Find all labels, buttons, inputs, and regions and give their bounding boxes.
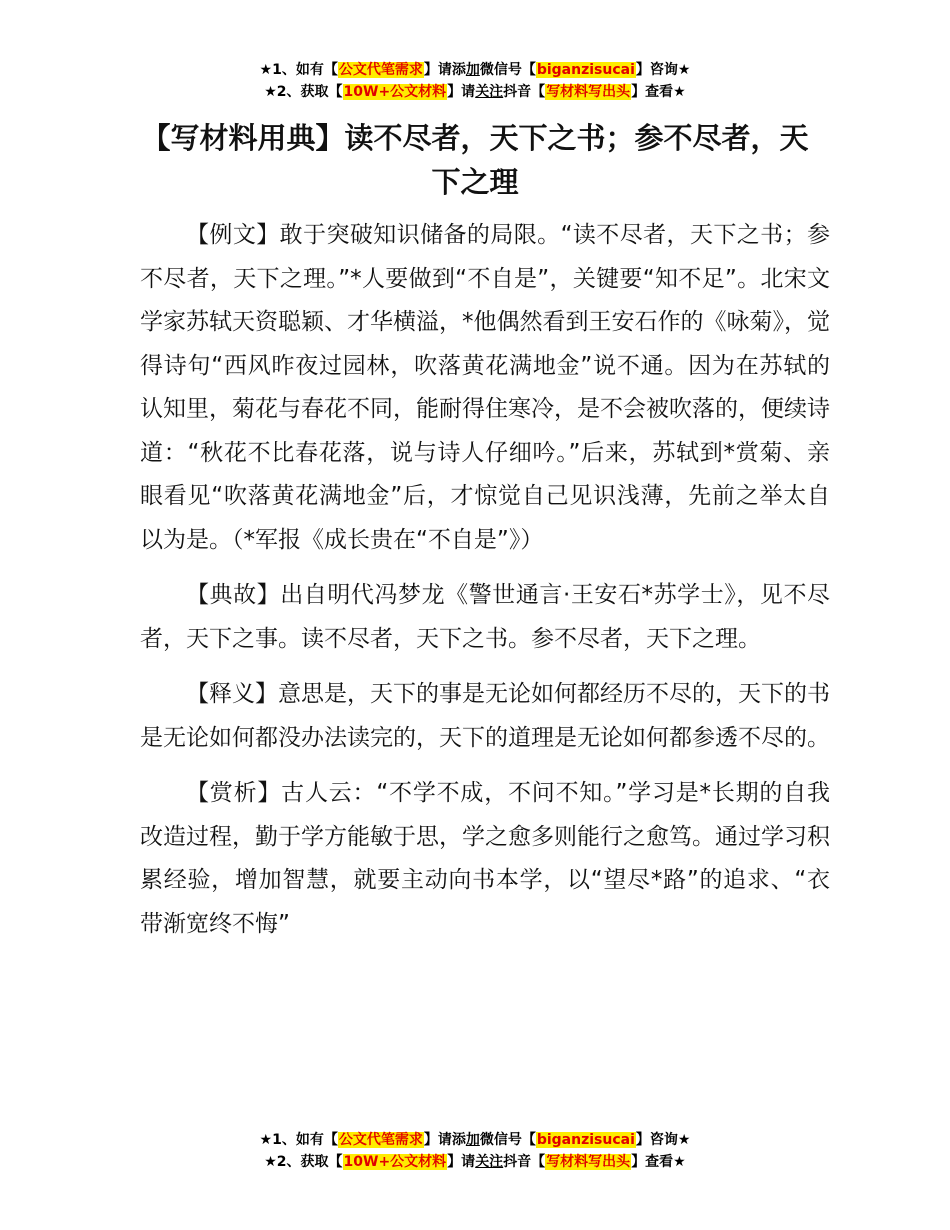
- banner-text: 微信号【: [479, 62, 536, 78]
- paragraph-meaning: 【释义】意思是，天下的事是无论如何都经历不尽的，天下的书是无论如何都没办法读完的，天下的道理是无论如何都参透不尽的。: [140, 681, 830, 751]
- banner-highlight: 写材料写出头: [546, 84, 631, 100]
- banner-text: 抖音【: [503, 84, 546, 100]
- banner-text: ★1、如有【: [259, 62, 338, 78]
- banner-text: 】请添: [423, 62, 466, 78]
- banner-text: 】咨询★: [635, 62, 691, 78]
- banner-text: 】咨询★: [635, 1132, 691, 1148]
- banner-line-1: [0, 59, 950, 81]
- banner-highlight: 公文代笔需求: [338, 1132, 423, 1148]
- banner-highlight: biganzisucai: [536, 62, 635, 78]
- banner-highlight: 写材料写出头: [546, 1154, 631, 1170]
- banner-line-1: [0, 1129, 950, 1151]
- banner-underline: 加: [465, 1132, 480, 1148]
- banner-underline: 关注: [475, 84, 504, 100]
- banner-text: 】请: [447, 1154, 476, 1170]
- banner-underline: 关注: [475, 1154, 504, 1170]
- banner-text: 】请: [447, 84, 476, 100]
- banner-highlight: 10W+公文材料: [343, 1154, 447, 1170]
- page-title: 【写材料用典】读不尽者，天下之书；参不尽者，天下之理: [141, 121, 809, 199]
- banner-text: 】查看★: [631, 84, 686, 100]
- banner-text: 微信号【: [479, 1132, 536, 1148]
- article-body: [140, 214, 830, 958]
- paragraph-origin: 【典故】出自明代冯梦龙《警世通言·王安石*苏学士》，见不尽者，天下之事。读不尽者，天下之书。参不尽者，天下之理。: [140, 582, 830, 652]
- banner-underline: 加: [465, 62, 480, 78]
- paragraph-appreciation: 【赏析】古人云：“不学不成，不问不知。”学习是*长期的自我改造过程，勤于学方能敏于思，学之愈多则能行之愈笃。通过学习积累经验，增加智慧，就要主动向书本学，以“望尽*路”的追求、“衣带渐宽终不悔”: [140, 780, 830, 937]
- banner-text: ★1、如有【: [259, 1132, 338, 1148]
- banner-line-2: [0, 1151, 950, 1173]
- banner-text: 】查看★: [631, 1154, 686, 1170]
- banner-line-2: [0, 81, 950, 103]
- footer-banner: [0, 1129, 950, 1173]
- banner-text: 】请添: [423, 1132, 466, 1148]
- header-banner: [0, 59, 950, 103]
- banner-text: ★2、获取【: [264, 84, 343, 100]
- banner-highlight: biganzisucai: [536, 1132, 635, 1148]
- banner-highlight: 10W+公文材料: [343, 84, 447, 100]
- paragraph-example: 【例文】敢于突破知识储备的局限。“读不尽者，天下之书；参不尽者，天下之理。”*人要做到“不自是”，关键要“知不足”。北宋文学家苏轼天资聪颖、才华横溢，*他偶然看到王安石作的《咏菊》，觉得诗句“西风昨夜过园林，吹落黄花满地金”说不通。因为在苏轼的认知里，菊花与春花不同，能耐得住寒冷，是不会被吹落的，便续诗道：“秋花不比春花落，说与诗人仔细吟。”后来，苏轼到*赏菊、亲眼看见“吹落黄花满地金”后，才惊觉自己见识浅薄，先前之举太自以为是。（*军报《成长贵在“不自是”》）: [140, 222, 830, 553]
- banner-text: 抖音【: [503, 1154, 546, 1170]
- banner-highlight: 公文代笔需求: [338, 62, 423, 78]
- banner-text: ★2、获取【: [264, 1154, 343, 1170]
